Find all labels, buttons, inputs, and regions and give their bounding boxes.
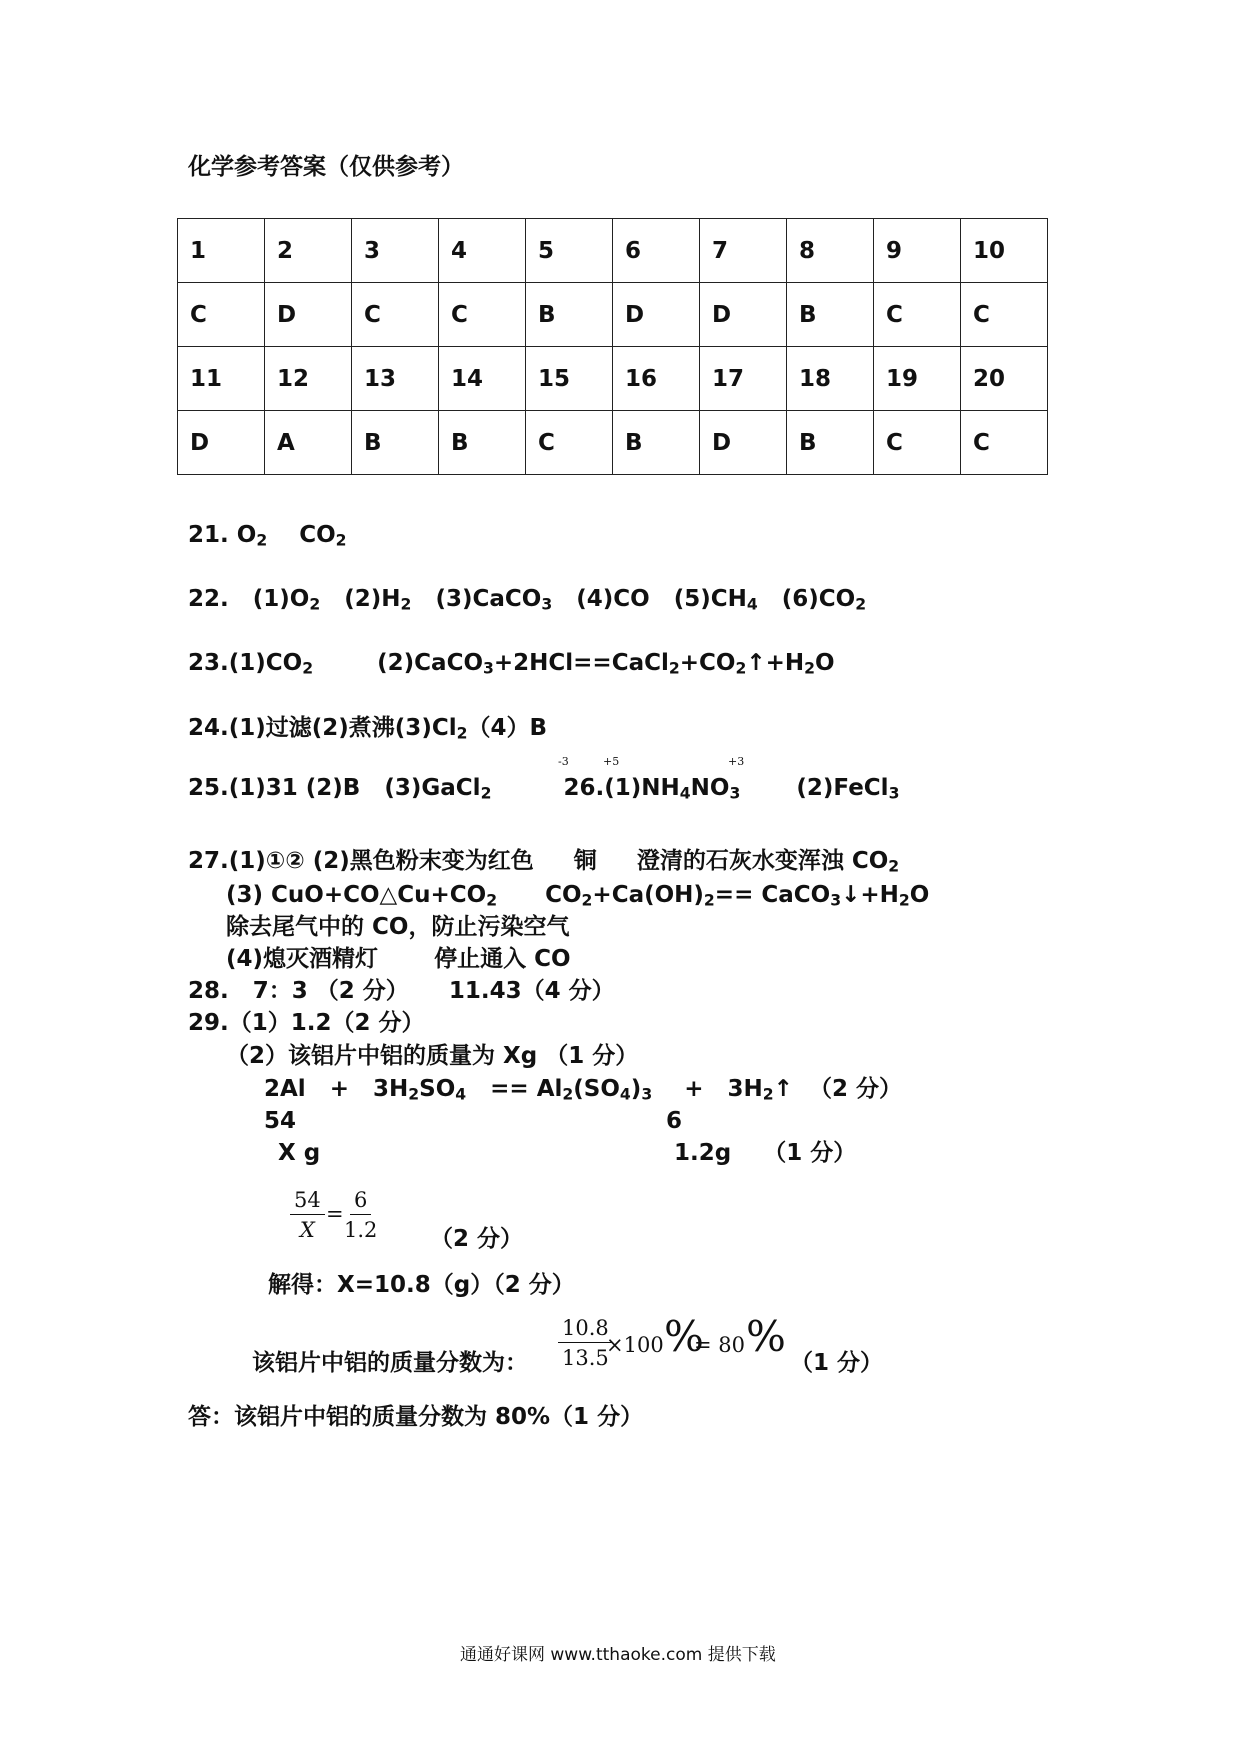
q27-line2: (3) $CuO+CO\triangle Cu+CO_2$ $CO_2+Ca(OH)_2==$ $CaCO_3↓+H_2O$ [226,882,930,910]
answer-cell: 3 [352,219,439,283]
answer-cell: B [787,411,874,475]
ox-n2: +5 [603,755,620,768]
answer-cell: C [439,283,526,347]
answer-cell: D [178,411,265,475]
answer-cell: C [874,283,961,347]
answer-cell: C [874,411,961,475]
answer-cell: B [439,411,526,475]
answer-cell: 6 [613,219,700,283]
answer-cell: A [265,411,352,475]
answer-cell: 8 [787,219,874,283]
answer-cell: C [352,283,439,347]
answer-grid-row [178,411,1048,475]
answer-cell: C [961,411,1048,475]
answer-cell: 1 [178,219,265,283]
q29-xg: X g [278,1140,321,1166]
q29-12g: 1.2g （1 分） [674,1140,857,1166]
answer-cell: D [700,283,787,347]
answer-cell: 13 [352,347,439,411]
q29-solve: 解得：X=10.8（g）（2 分） [268,1272,575,1298]
answer-cell: 9 [874,219,961,283]
pct-fraction: $\frac{10.8}{13.5}$ [558,1316,613,1370]
answer-cell: D [700,411,787,475]
pct-label: 该铝片中铝的质量分数为： [252,1350,528,1376]
q22: 22. $(1)O_2$ $(2)H_2$ (3)CaCO$_3$ (4)CO $(5)CH_4$ $(6)CO_2$ [188,586,867,614]
pct-score: （1 分） [790,1350,884,1376]
pct-mul: ×100 [606,1333,664,1357]
q27-line4: (4)熄灭酒精灯 停止通入 CO [226,946,571,972]
answer-cell: 20 [961,347,1048,411]
answer-cell: 12 [265,347,352,411]
answer-cell: 5 [526,219,613,283]
q29-line2: （2）该铝片中铝的质量为 Xg （1 分） [226,1043,639,1069]
pct-sign-2: % [746,1312,786,1361]
q29-mass-al: 54 [264,1108,297,1134]
q29-mass-h2: 6 [666,1108,683,1134]
answer-cell: C [961,283,1048,347]
final-answer: 答：该铝片中铝的质量分数为 80%（1 分） [188,1404,644,1430]
answer-cell: B [613,411,700,475]
ox-n: -3 [558,755,569,768]
answer-cell: D [265,283,352,347]
answer-cell: C [526,411,613,475]
q29-equation: $2Al + 3H_2SO_4 == Al_2(SO_4)_3$ + $3H_2↑$ （2 分） [264,1076,902,1104]
q21: 21. $O_2$ $CO_2$ [188,522,347,550]
q27-line1: 27.(1)①② (2)黑色粉末变为红色 铜 澄清的石灰水变浑浊 $CO_2$ [188,848,900,876]
pct-eq: = 80 [694,1333,745,1357]
answer-cell: B [787,283,874,347]
answer-cell: 10 [961,219,1048,283]
q28: 28. 7：3 （2 分） 11.43（4 分） [188,978,615,1004]
answer-cell: 17 [700,347,787,411]
answer-cell: 7 [700,219,787,283]
footer: 通通好课网 www.tthaoke.com 提供下载 [460,1645,776,1665]
answer-cell: 11 [178,347,265,411]
q23: $23.(1)CO_2$ $(2)CaCO_3+2HCl==CaCl_2+CO_2↑+H_2O$ [188,650,835,678]
answer-grid-row [178,283,1048,347]
answer-cell: C [178,283,265,347]
answer-cell: 19 [874,347,961,411]
answer-cell: 15 [526,347,613,411]
answer-cell: 14 [439,347,526,411]
page-title: 化学参考答案（仅供参考） [188,154,464,180]
ratio-eq: = [326,1202,344,1226]
ratio-right: $\frac{6}{1.2}$ [344,1188,378,1242]
pct-sign-1: % [664,1312,704,1361]
answer-cell: 2 [265,219,352,283]
q27-line3: 除去尾气中的 CO，防止污染空气 [226,914,570,940]
answer-grid [177,218,1048,475]
q29-line1: 29.（1）1.2（2 分） [188,1010,425,1036]
answer-grid-row [178,347,1048,411]
q24: 24.(1)过滤(2)煮沸$(3)Cl_2(4)B$ [188,715,548,743]
answer-grid-row [178,219,1048,283]
ratio-left: $\frac{54}{X}$ [290,1188,325,1242]
answer-cell: D [613,283,700,347]
ox-fe: +3 [728,755,745,768]
ratio-score: （2 分） [430,1226,524,1252]
answer-cell: 18 [787,347,874,411]
answer-cell: B [526,283,613,347]
answer-cell: B [352,411,439,475]
answer-cell: 4 [439,219,526,283]
answer-cell: 16 [613,347,700,411]
q25-q26: 25.(1)31 (2)B (3)GaCl$_2$ $26.(1)NH_4NO_3$ (2)FeCl$_3$ [188,775,900,803]
